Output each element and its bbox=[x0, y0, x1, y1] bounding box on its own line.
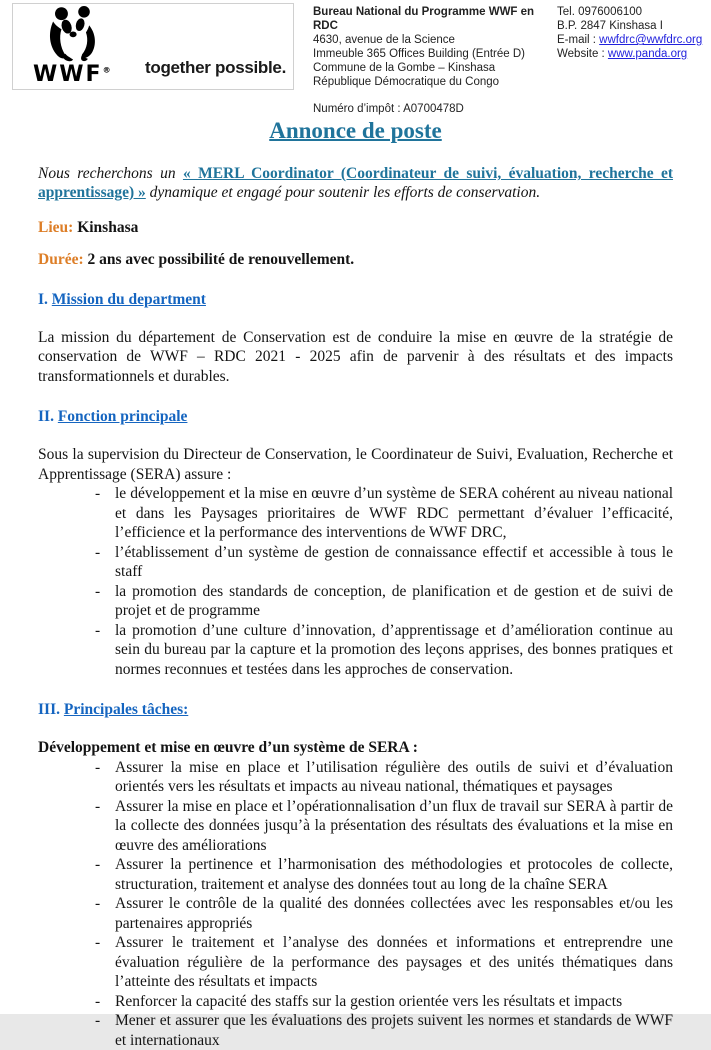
wwf-tagline: together possible. bbox=[145, 58, 286, 78]
section-3-bullet-list bbox=[95, 758, 673, 1050]
section-1-heading: I. Mission du department bbox=[38, 290, 673, 309]
list-item: - le développement et la mise en œuvre d’un système de SERA cohérent au niveau national et dans les Paysages prioritaires de WWF RDC permettant d’évaluer l’efficacité, l’efficience et la performance des interventions de WWF DRC, bbox=[95, 484, 673, 543]
section-2-bullet-list bbox=[95, 484, 673, 679]
bullet-dash: - bbox=[95, 543, 115, 582]
location-value: Kinshasa bbox=[77, 219, 138, 236]
section-3-subheading: Développement et mise en œuvre d’un système de SERA : bbox=[38, 738, 673, 758]
wwf-wordmark: WWF® bbox=[33, 64, 111, 86]
intro-paragraph: Nous recherchons un « MERL Coordinator (Coordinateur de suivi, évaluation, recherche et apprentissage) » dynamique et engagé pour soutenir les efforts de conservation. bbox=[38, 164, 673, 202]
po-box: B.P. 2847 Kinshasa I bbox=[557, 19, 707, 33]
duration-label: Durée: bbox=[38, 251, 84, 268]
bullet-dash: - bbox=[95, 758, 115, 797]
bullet-dash: - bbox=[95, 992, 115, 1012]
bullet-dash: - bbox=[95, 1011, 115, 1050]
list-item: - Renforcer la capacité des staffs sur la gestion orientée vers les résultats et impacts bbox=[95, 992, 673, 1012]
list-item: - Assurer le traitement et l’analyse des données et informations et entreprendre une évaluation régulière de la performance des paysages et des unités thématiques dans l’atteinte des résultats et impacts bbox=[95, 933, 673, 992]
job-title-link[interactable]: « MERL Coordinator (Coordinateur de suivi, évaluation, recherche et apprentissage) » bbox=[38, 165, 673, 201]
registered-mark: ® bbox=[103, 66, 111, 75]
bullet-dash: - bbox=[95, 797, 115, 856]
tax-number: Numéro d’impôt : A0700478D bbox=[313, 102, 548, 116]
bullet-dash: - bbox=[95, 484, 115, 543]
bullet-dash: - bbox=[95, 855, 115, 894]
website-line: Website : www.panda.org bbox=[557, 47, 707, 61]
bullet-dash: - bbox=[95, 894, 115, 933]
bullet-dash: - bbox=[95, 933, 115, 992]
location-label: Lieu: bbox=[38, 219, 73, 236]
list-item: - Assurer le contrôle de la qualité des données collectées avec les responsables et/ou les partenaires appropriés bbox=[95, 894, 673, 933]
email-line: E-mail : wwfdrc@wwfdrc.org bbox=[557, 33, 707, 47]
list-item: - l’établissement d’un système de gestion de connaissance effectif et accessible à tous le staff bbox=[95, 543, 673, 582]
contact-block bbox=[557, 5, 707, 61]
list-item: - la promotion des standards de conception, de planification et de gestion et de suivi de projet et de programme bbox=[95, 582, 673, 621]
section-2-heading: II. Fonction principale bbox=[38, 407, 673, 426]
bullet-dash: - bbox=[95, 621, 115, 680]
section-1-paragraph: La mission du département de Conservation est de conduire la mise en œuvre de la stratégie de conservation de WWF – RDC 2021 - 2025 afin de parvenir à des résultats et des impacts transformationnels et durables. bbox=[38, 328, 673, 387]
section-3-heading: III. Principales tâches: bbox=[38, 700, 673, 719]
org-address-line: Immeuble 365 Offices Building (Entrée D) bbox=[313, 47, 548, 61]
org-address-line: 4630, avenue de la Science bbox=[313, 33, 548, 47]
email-link[interactable]: wwfdrc@wwfdrc.org bbox=[599, 34, 702, 46]
org-address-line: Commune de la Gombe – Kinshasa bbox=[313, 61, 548, 75]
wwf-logo bbox=[12, 3, 294, 90]
org-name: Bureau National du Programme WWF en RDC bbox=[313, 5, 548, 33]
org-address-block bbox=[313, 5, 548, 116]
duration-line bbox=[38, 250, 673, 269]
bullet-dash: - bbox=[95, 582, 115, 621]
website-link[interactable]: www.panda.org bbox=[608, 48, 687, 60]
list-item: - Mener et assurer que les évaluations des projets suivent les normes et standards de WWF et internationaux bbox=[95, 1011, 673, 1050]
duration-value: 2 ans avec possibilité de renouvellement. bbox=[88, 251, 355, 268]
list-item: - Assurer la pertinence et l’harmonisation des méthodologies et protocoles de collecte, structuration, traitement et analyse des données tout au long de la chaîne SERA bbox=[95, 855, 673, 894]
wwf-panda-icon bbox=[37, 6, 113, 64]
letterhead bbox=[0, 0, 711, 102]
location-line bbox=[38, 218, 673, 237]
org-address-line: République Démocratique du Congo bbox=[313, 75, 548, 89]
phone-number: Tel. 0976006100 bbox=[557, 5, 707, 19]
list-item: - la promotion d’une culture d’innovation, d’apprentissage et d’amélioration continue au sein du bureau par la capture et la promotion des leçons apprises, des bonnes pratiques et normes reconnues et testées dans les approches de conservation. bbox=[95, 621, 673, 680]
page-title: Annonce de poste bbox=[38, 118, 673, 144]
section-2-paragraph: Sous la supervision du Directeur de Conservation, le Coordinateur de Suivi, Evaluation, Recherche et Apprentissage (SERA) assure : bbox=[38, 445, 673, 484]
list-item: - Assurer la mise en place et l’opérationnalisation d’un flux de travail sur SERA à partir de la collecte des données jusqu’à la présentation des résultats des évaluations et la mise en œuvre des améliorations bbox=[95, 797, 673, 856]
document-body bbox=[0, 118, 711, 1050]
list-item: - Assurer la mise en place et l’utilisation régulière des outils de suivi et d’évaluation orientés vers les résultats et impacts au niveau national, thématiques et paysages bbox=[95, 758, 673, 797]
